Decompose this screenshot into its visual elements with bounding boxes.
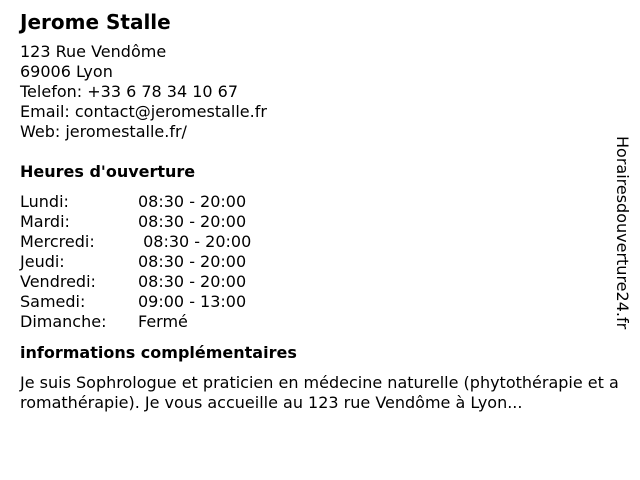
phone-line: Telefon: +33 6 78 34 10 67 bbox=[20, 82, 239, 101]
time-value: 08:30 - 20:00 bbox=[138, 252, 247, 271]
hours-row-thursday bbox=[20, 252, 620, 272]
day-label: Vendredi: bbox=[20, 272, 96, 291]
hours-row-monday bbox=[20, 192, 620, 212]
address-line-2: 69006 Lyon bbox=[20, 62, 113, 81]
time-value: 08:30 - 20:00 bbox=[138, 272, 247, 291]
day-label: Dimanche: bbox=[20, 312, 107, 331]
time-value: 08:30 - 20:00 bbox=[138, 192, 247, 211]
opening-hours-title: Heures d'ouverture bbox=[20, 162, 196, 181]
hours-row-tuesday bbox=[20, 212, 620, 232]
business-card bbox=[20, 10, 620, 413]
additional-info-title: informations complémentaires bbox=[20, 343, 297, 362]
time-value: Fermé bbox=[138, 312, 188, 331]
day-label: Mercredi: bbox=[20, 232, 95, 251]
site-watermark: Horairesdouverture24.fr bbox=[613, 136, 632, 330]
web-line: Web: jeromestalle.fr/ bbox=[20, 122, 187, 141]
hours-row-saturday bbox=[20, 292, 620, 312]
address-line-1: 123 Rue Vendôme bbox=[20, 42, 167, 61]
day-label: Samedi: bbox=[20, 292, 86, 311]
hours-row-sunday bbox=[20, 312, 620, 332]
day-label: Jeudi: bbox=[20, 252, 65, 271]
email-line: Email: contact@jeromestalle.fr bbox=[20, 102, 267, 121]
time-value: 08:30 - 20:00 bbox=[138, 212, 247, 231]
day-label: Mardi: bbox=[20, 212, 70, 231]
additional-info-text: Je suis Sophrologue et praticien en médecine naturelle (phytothérapie et aromathérapie). Je vous accueille au 123 rue Vendôme à Lyon... bbox=[20, 373, 619, 412]
time-value: 09:00 - 13:00 bbox=[138, 292, 247, 311]
time-value: 08:30 - 20:00 bbox=[138, 232, 252, 251]
hours-row-wednesday bbox=[20, 232, 620, 252]
hours-row-friday bbox=[20, 272, 620, 292]
business-name: Jerome Stalle bbox=[20, 10, 171, 34]
day-label: Lundi: bbox=[20, 192, 69, 211]
opening-hours-list bbox=[20, 192, 620, 332]
